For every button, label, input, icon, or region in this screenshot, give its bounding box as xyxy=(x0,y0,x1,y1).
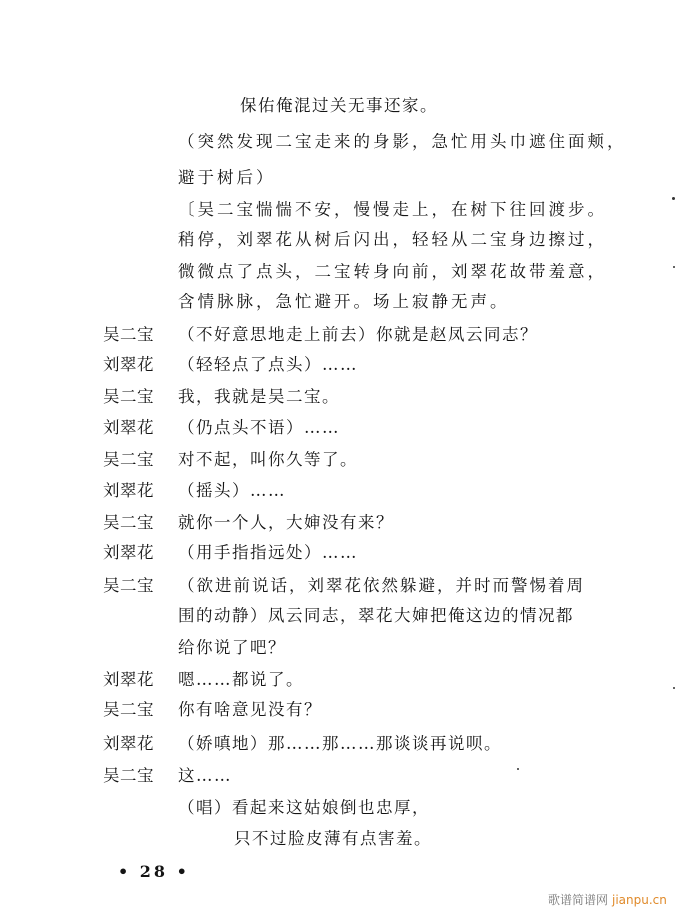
scan-speck xyxy=(673,687,675,689)
stage-direction: 含情脉脉，急忙避开。场上寂静无声。 xyxy=(178,292,510,311)
speaker-name: 刘翠花 xyxy=(103,481,154,500)
speech-text: 对不起，叫你久等了。 xyxy=(178,450,358,469)
watermark-site: jianpu.cn xyxy=(612,893,667,907)
speech-text: （不好意思地走上前去）你就是赵凤云同志？ xyxy=(178,325,538,344)
song-line: （唱）看起来这姑娘倒也忠厚， xyxy=(178,798,430,817)
lyric-line: 保佑俺混过关无事还家。 xyxy=(240,96,438,115)
scan-speck xyxy=(673,266,675,268)
song-line: 只不过脸皮薄有点害羞。 xyxy=(234,829,432,848)
speech-text: 就你一个人，大婶没有来？ xyxy=(178,513,394,532)
speaker-name: 刘翠花 xyxy=(103,418,154,437)
stage-direction: 稍停，刘翠花从树后闪出，轻轻从二宝身边擦过， xyxy=(178,230,607,249)
stage-direction: 微微点了点头，二宝转身向前，刘翠花故带羞意， xyxy=(178,262,607,281)
speech-text: （轻轻点了点头）…… xyxy=(178,355,358,374)
speaker-name: 吴二宝 xyxy=(103,513,154,532)
speech-text: 你有啥意见没有？ xyxy=(178,700,322,719)
speech-text: 嗯……都说了。 xyxy=(178,670,304,689)
speech-text: （摇头）…… xyxy=(178,481,286,500)
speaker-name: 吴二宝 xyxy=(103,387,154,406)
watermark-cn: 歌谱简谱网 xyxy=(548,893,609,907)
speaker-name: 吴二宝 xyxy=(103,576,154,595)
speech-text: （用手指指远处）…… xyxy=(178,543,358,562)
speaker-name: 刘翠花 xyxy=(103,670,154,689)
speech-text-continued: 给你说了吧？ xyxy=(178,638,286,657)
speaker-name: 刘翠花 xyxy=(103,355,154,374)
scan-speck xyxy=(517,768,519,770)
speech-text: （娇嗔地）那……那……那谈谈再说呗。 xyxy=(178,734,502,753)
speech-text: （仍点头不语）…… xyxy=(178,418,340,437)
speaker-name: 吴二宝 xyxy=(103,450,154,469)
page-number: • 28 • xyxy=(118,862,190,881)
stage-direction: （突然发现二宝走来的身影，急忙用头巾遮住面颊， xyxy=(178,132,627,151)
watermark xyxy=(548,891,667,908)
speaker-name: 刘翠花 xyxy=(103,734,154,753)
stage-direction: 避于树后） xyxy=(178,168,276,187)
speech-text-continued: 围的动静）凤云同志，翠花大婶把俺这边的情况都 xyxy=(178,606,574,625)
stage-direction: 〔吴二宝惴惴不安，慢慢走上，在树下往回渡步。 xyxy=(178,200,607,219)
speaker-name: 吴二宝 xyxy=(103,325,154,344)
speaker-name: 刘翠花 xyxy=(103,543,154,562)
speech-text: 我，我就是吴二宝。 xyxy=(178,387,340,406)
speech-text: （欲进前说话，刘翠花依然躲避，并时而警惕着周 xyxy=(178,576,585,595)
speaker-name: 吴二宝 xyxy=(103,766,154,785)
scan-speck xyxy=(672,197,675,200)
speech-text: 这…… xyxy=(178,766,232,785)
speaker-name: 吴二宝 xyxy=(103,700,154,719)
